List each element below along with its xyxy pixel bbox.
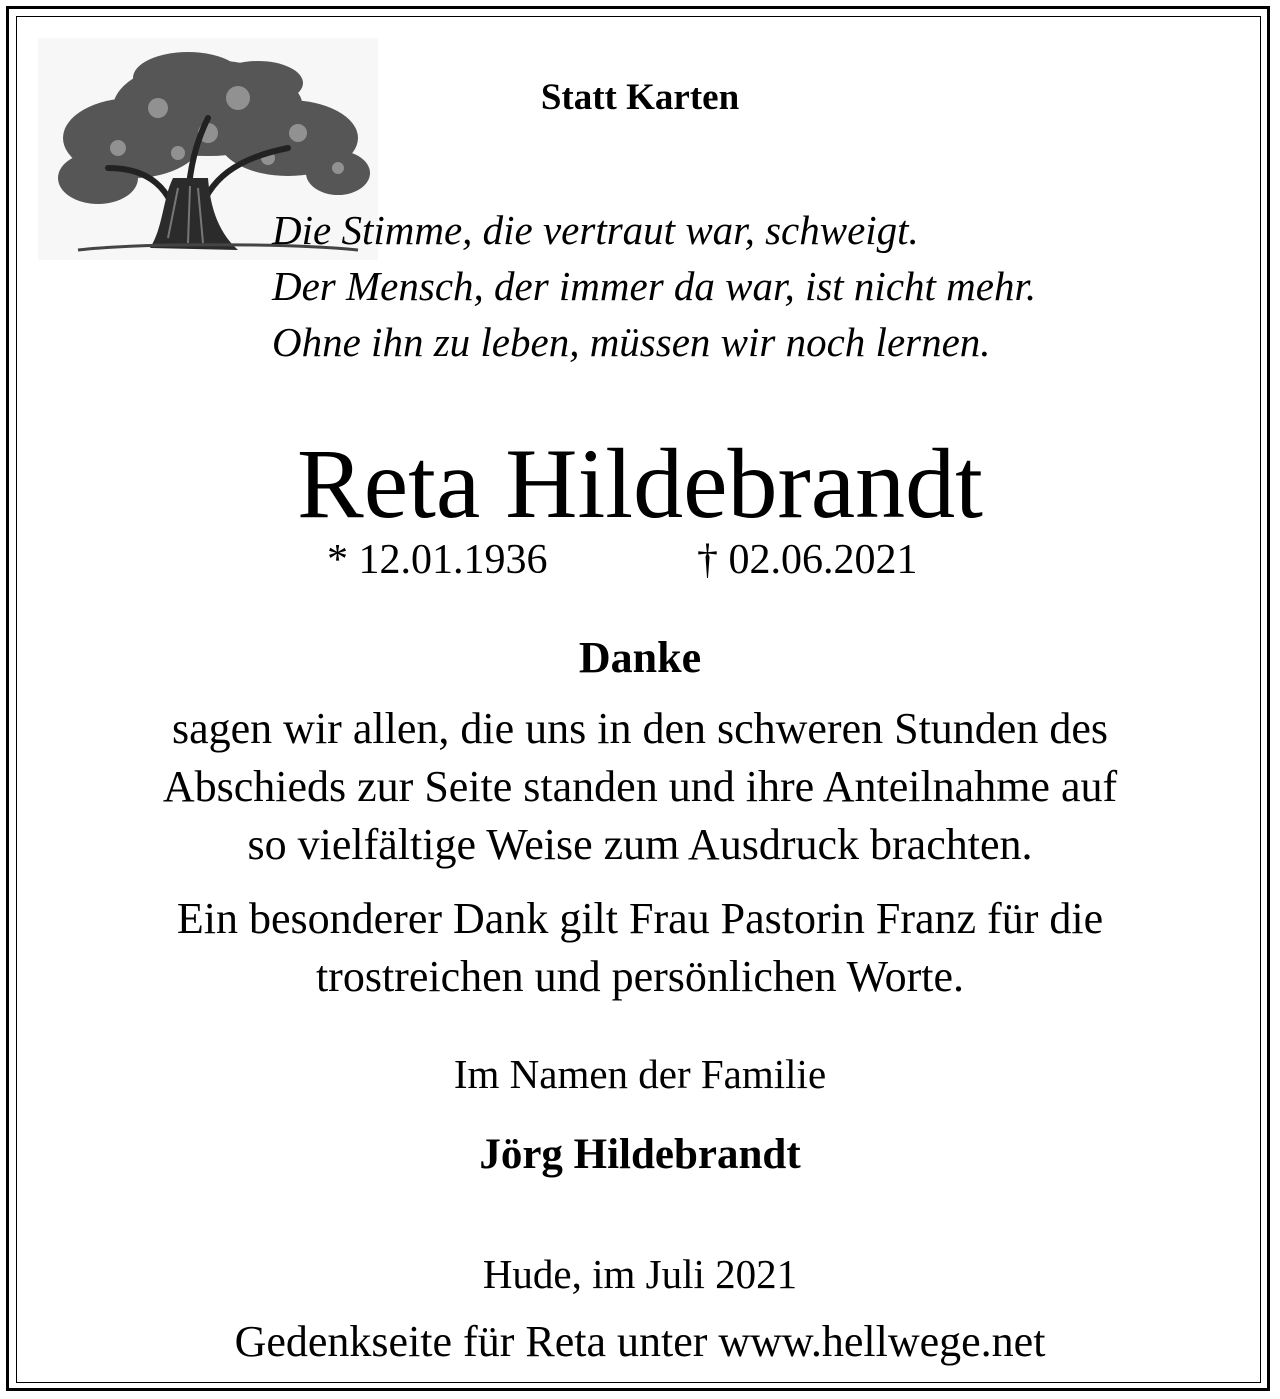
verse-line: Die Stimme, die vertraut war, schweigt. <box>272 207 919 253</box>
special-thanks <box>0 890 1280 1006</box>
special-thanks-line: Ein besonderer Dank gilt Frau Pastorin Franz für die <box>176 894 1104 943</box>
signature-lead: Im Namen der Familie <box>453 1051 827 1097</box>
birth-date: * 12.01.1936 <box>327 537 548 583</box>
verse-line: Ohne ihn zu leben, müssen wir noch lernen. <box>272 319 991 365</box>
thanks-line: so vielfältige Weise zum Ausdruck brachten. <box>247 820 1033 869</box>
thanks-line: Abschieds zur Seite standen und ihre Anteilnahme auf <box>162 762 1118 811</box>
death-date: † 02.06.2021 <box>697 537 918 583</box>
memorial-link: Gedenkseite für Reta unter www.hellwege.net <box>234 1317 1046 1366</box>
place-date: Hude, im Juli 2021 <box>482 1251 798 1297</box>
verse <box>272 202 1036 370</box>
verse-line: Der Mensch, der immer da war, ist nicht mehr. <box>272 263 1037 309</box>
thanks-heading: Danke <box>578 633 702 682</box>
special-thanks-line: trostreichen und persönlichen Worte. <box>315 952 965 1001</box>
thanks-line: sagen wir allen, die uns in den schweren Stunden des <box>172 704 1108 753</box>
thanks-body <box>0 700 1280 874</box>
statt-karten-heading: Statt Karten <box>540 77 740 118</box>
deceased-name: Reta Hildebrandt <box>297 428 983 539</box>
signer-name: Jörg Hildebrandt <box>479 1131 801 1178</box>
